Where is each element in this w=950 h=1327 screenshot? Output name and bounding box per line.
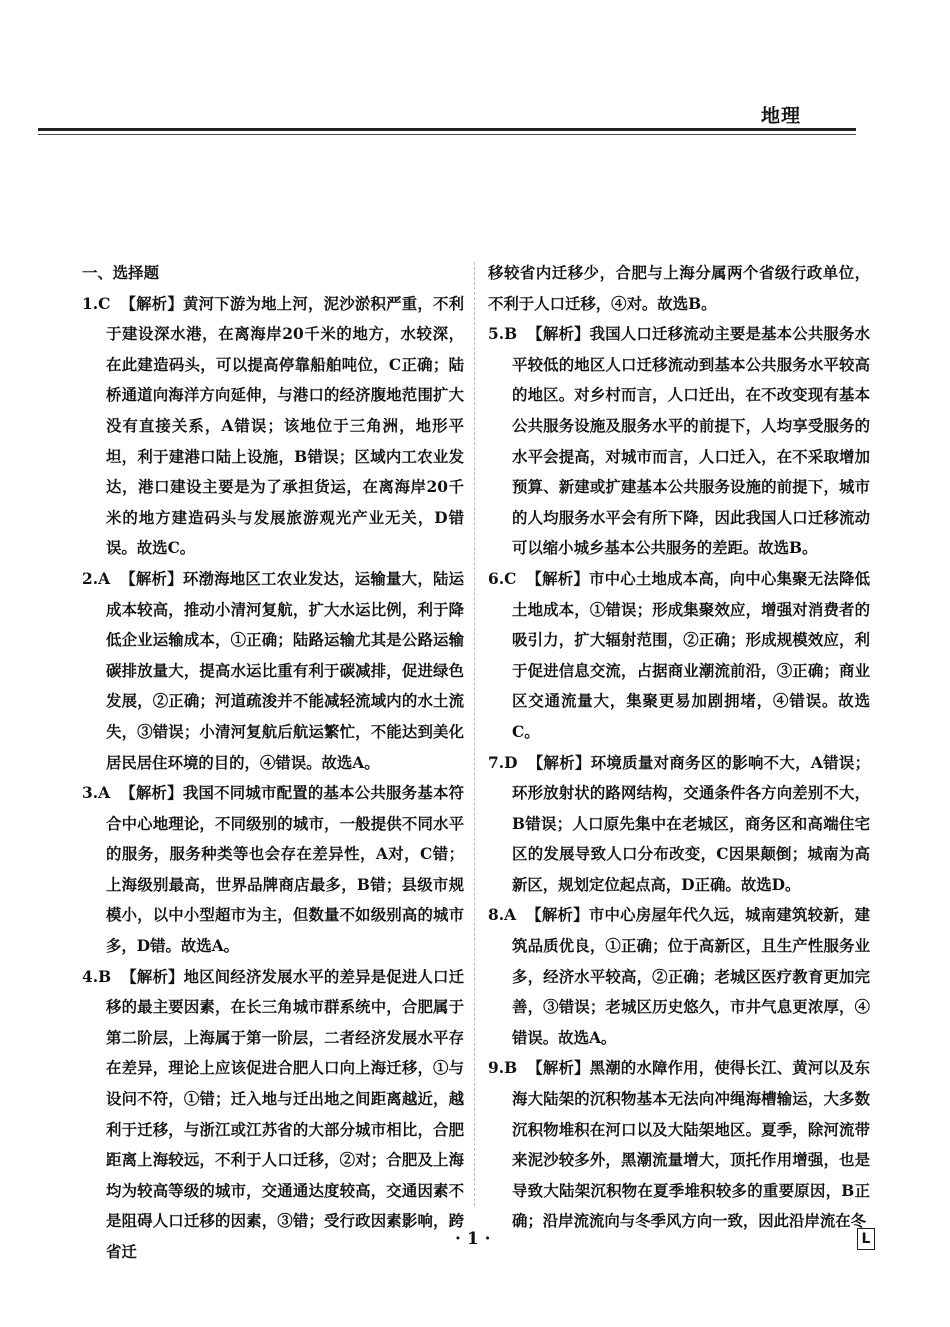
answer-item — [488, 564, 870, 748]
answer-explanation: 地区间经济发展水平的差异是促进人口迁移的最主要因素，在长三角城市群系统中，合肥属于第二阶层，上海属于第一阶层，二者经济发展水平存在差异，理论上应该促进合肥人口向上海迁移，①与设问不符，①错；迁入地与迁出地之间距离越近，越利于迁移，与浙江或江苏省的大部分城市相比，合肥距离上海较远，不利于人口迁移，②对；合肥及上海均为较高等级的城市，交通通达度较高，交通因素不是阻碍人口迁移的因素，③错；受行政因素影响，跨省迁 — [106, 967, 464, 1261]
answer-explanation: 市中心土地成本高，向中心集聚无法降低土地成本，①错误；形成集聚效应，增强对消费者的吸引力，扩大辐射范围，②正确；形成规模效应，利于促进信息交流，占据商业潮流前沿，③正确；商业区交通流量大，集聚更易加剧拥堵，④错误。故选C。 — [512, 569, 870, 741]
answer-explanation: 环境质量对商务区的影响不大，A错误；环形放射状的路网结构，交通条件各方向差别不大，B错误；人口原先集中在老城区，商务区和高端住宅区的发展导致人口分布改变，C因果颠倒；城南为高新区，规划定位起点高，D正确。故选D。 — [512, 753, 870, 894]
answer-item — [488, 319, 870, 564]
analysis-tag: 【解析】 — [120, 784, 183, 803]
answer-choice: C — [98, 294, 111, 313]
answer-number: 9. — [488, 1059, 505, 1078]
edition-mark: L — [857, 1228, 875, 1250]
answer-number: 1. — [82, 294, 99, 313]
answer-choice: B — [504, 325, 518, 344]
answer-explanation: 黑潮的水障作用，使得长江、黄河以及东海大陆架的沉积物基本无法向冲绳海槽输运，大多数沉积物堆积在河口以及大陆架地区。夏季，除河流带来泥沙较多外，黑潮流量增大，顶托作用增强，也是导致大陆架沉积物在夏季堆积较多的重要原因，B正确；沿岸流流向与冬季风方向一致，因此沿岸流在冬 — [512, 1059, 870, 1231]
column-divider — [474, 262, 475, 1206]
answer-number: 8. — [488, 906, 505, 925]
answer-explanation: 环渤海地区工农业发达，运输量大，陆运成本较高，推动小清河复航，扩大水运比例，利于降低企业运输成本，①正确；陆路运输尤其是公路运输碳排放量大，提高水运比重有利于碳减排，促进绿色发展，②正确；河道疏浚并不能减轻流域内的水土流失，③错误；小清河复航后航运繁忙，不能达到美化居民居住环境的目的，④错误。故选A。 — [106, 569, 464, 772]
answer-item — [82, 962, 464, 1268]
analysis-tag: 【解析】 — [527, 1059, 590, 1078]
answer-choice: A — [504, 906, 517, 925]
section-heading: 一、选择题 — [82, 264, 159, 282]
answer-item — [82, 564, 464, 778]
subject-title: 地理 — [761, 105, 802, 127]
analysis-tag: 【解析】 — [526, 569, 590, 588]
page-number: · 1 · — [455, 1229, 491, 1249]
answer-item — [82, 778, 464, 962]
analysis-tag: 【解析】 — [120, 569, 183, 588]
answer-number: 3. — [82, 784, 99, 803]
answer-choice: C — [504, 569, 517, 588]
analysis-tag: 【解析】 — [526, 906, 589, 925]
left-answer-list — [82, 289, 464, 1268]
answer-choice: D — [504, 753, 518, 772]
answer-explanation: 黄河下游为地上河，泥沙淤积严重，不利于建设深水港，在离海岸20千米的地方，水较深，在此建造码头，可以提高停靠船舶吨位，C正确；陆桥通道向海洋方向延伸，与港口的经济腹地范围扩大没有直接关系，A错误；该地位于三角洲，地形平坦，利于建港口陆上设施，B错误；区域内工农业发达，港口建设主要是为了承担货运，在离海岸20千米的地方建造码头与发展旅游观光产业无关，D错误。故选C。 — [106, 294, 464, 558]
answer-explanation: 市中心房屋年代久远，城南建筑较新，建筑品质优良，①正确；位于高新区，且生产性服务业多，经济水平较高，②正确；老城区医疗教育更加完善，③错误；老城区历史悠久，市井气息更浓厚，④错误。故选A。 — [512, 906, 870, 1047]
answer-item — [488, 748, 870, 901]
header-rule-thick — [38, 128, 856, 131]
answer-explanation: 我国不同城市配置的基本公共服务基本符合中心地理论，不同级别的城市，一般提供不同水平的服务，服务种类等也会存在差异性，A对，C错；上海级别最高，世界品牌商店最多，B错；县级市规模小，以中小型超市为主，但数量不如级别高的城市多，D错。故选A。 — [106, 784, 464, 956]
answer-explanation: 我国人口迁移流动主要是基本公共服务水平较低的地区人口迁移流动到基本公共服务水平较高的地区。对乡村而言，人口迁出，在不改变现有基本公共服务设施及服务水平的前提下，人均享受服务的水平会提高，对城市而言，人口迁入，在不采取增加预算、新建或扩建基本公共服务设施的前提下，城市的人均服务水平会有所下降，因此我国人口迁移流动可以缩小城乡基本公共服务的差距。故选B。 — [512, 325, 870, 558]
answer-number: 6. — [488, 569, 505, 588]
answer-choice: B — [504, 1059, 518, 1078]
answer-number: 2. — [82, 569, 99, 588]
answer-item — [82, 289, 464, 564]
answer-choice: B — [98, 967, 112, 986]
left-column — [82, 258, 464, 1268]
answer-item — [488, 1053, 870, 1237]
item-continuation: 移较省内迁移少，合肥与上海分属两个省级行政单位，不利于人口迁移，④对。故选B。 — [488, 264, 870, 313]
analysis-tag: 【解析】 — [527, 325, 590, 344]
analysis-tag: 【解析】 — [527, 753, 591, 772]
answer-item — [488, 900, 870, 1053]
header-rule-thin — [38, 134, 856, 135]
analysis-tag: 【解析】 — [121, 967, 184, 986]
right-answer-list — [488, 319, 870, 1237]
answer-number: 5. — [488, 325, 505, 344]
answer-number: 4. — [82, 967, 99, 986]
answer-choice: A — [98, 569, 111, 588]
analysis-tag: 【解析】 — [120, 294, 184, 313]
answer-choice: A — [98, 784, 111, 803]
right-column — [488, 258, 870, 1237]
answer-number: 7. — [488, 753, 505, 772]
